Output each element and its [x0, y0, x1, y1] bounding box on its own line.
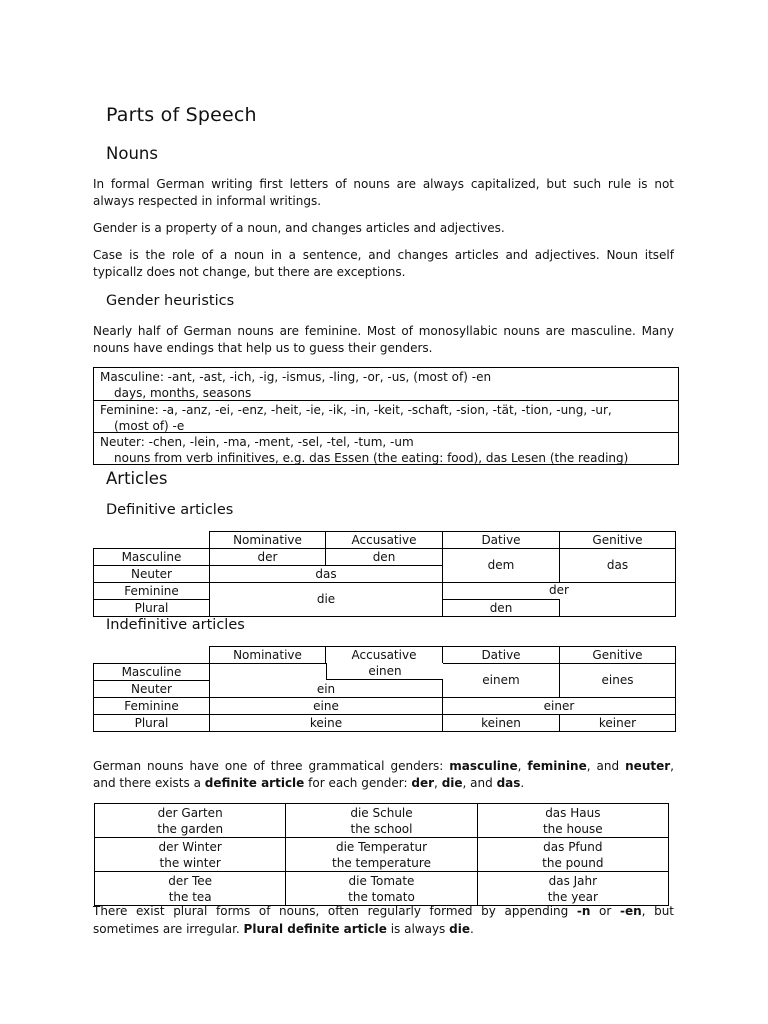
example-cell	[286, 838, 477, 872]
text-run: German nouns have one of three grammatical genders:	[93, 759, 450, 773]
page-title: Parts of Speech	[106, 104, 257, 126]
example-german: der Garten	[157, 806, 223, 820]
example-cell	[477, 872, 668, 906]
gender-row-line: Feminine: -a, -anz, -ei, -enz, -heit, -ie, -ik, -in, -keit, -schaft, -sion, -tät, -tion, -ung, -ur,	[100, 403, 612, 417]
nouns-heading: Nouns	[106, 144, 158, 163]
col-header: Accusative	[326, 532, 443, 549]
table-cell: keinen	[443, 715, 560, 732]
example-english: the year	[547, 890, 598, 904]
gender-heuristics-heading: Gender heuristics	[106, 293, 235, 309]
table-cell: eine	[210, 698, 443, 715]
articles-heading: Articles	[106, 469, 168, 488]
bold-run: -n	[576, 904, 591, 918]
col-header: Dative	[443, 532, 560, 549]
example-cell	[286, 804, 477, 838]
example-cell	[95, 804, 286, 838]
bold-run: die	[441, 775, 463, 790]
gender-heuristics-intro: Nearly half of German nouns are feminine. Most of monosyllabic nouns are masculine. Many nouns have endings that help us to guess their genders.	[93, 324, 674, 355]
table-corner-cell	[94, 647, 210, 664]
col-header: Nominative	[210, 532, 326, 549]
example-german: die Temperatur	[335, 840, 428, 854]
text-run: or	[590, 904, 620, 918]
table-cell: eines	[560, 664, 676, 698]
definitive-articles-heading: Definitive articles	[106, 502, 234, 518]
indef-masc-acc-cell	[326, 663, 443, 680]
example-german: das Jahr	[548, 874, 598, 888]
table-row	[94, 583, 676, 600]
text-run: ,	[434, 775, 442, 790]
gender-row-neuter	[94, 432, 678, 464]
gender-row-line: days, months, seasons	[114, 386, 252, 400]
bold-run: Plural definite article	[243, 921, 387, 936]
row-header: Neuter	[94, 566, 210, 583]
example-english: the winter	[159, 856, 221, 870]
gender-row-feminine	[94, 400, 678, 432]
bold-run: -en	[619, 904, 642, 918]
bold-run: neuter	[625, 759, 671, 773]
table-row	[94, 549, 676, 566]
table-cell: keine	[210, 715, 443, 732]
bold-run: definite article	[204, 775, 305, 790]
example-english: the tea	[168, 890, 212, 904]
example-german: das Haus	[545, 806, 601, 820]
table-cell: dem	[443, 549, 560, 583]
table-cell: den	[443, 600, 560, 617]
example-english: the temperature	[332, 856, 431, 870]
genders-paragraph	[93, 758, 674, 791]
gender-row-line: Neuter: -chen, -lein, -ma, -ment, -sel, -tel, -tum, -um	[100, 435, 414, 449]
example-german: die Tomate	[348, 874, 415, 888]
text-run: ,	[517, 759, 528, 773]
col-header: Genitive	[560, 647, 676, 664]
indefinitive-articles-heading: Indefinitive articles	[106, 617, 245, 633]
text-run: is always	[386, 921, 450, 936]
gender-row-line: nouns from verb infinitives, e.g. das Essen (the eating: food), das Lesen (the reading)	[114, 451, 629, 465]
row-header: Feminine	[94, 583, 210, 600]
table-cell: einer	[443, 698, 676, 715]
table-cell: das	[210, 566, 443, 583]
example-german: die Schule	[350, 806, 413, 820]
bold-run: masculine	[449, 759, 518, 773]
nouns-paragraph-3: Case is the role of a noun in a sentence, and changes articles and adjectives. Noun itself typicallz does not change, but there are exceptions.	[93, 248, 674, 279]
example-english: the school	[350, 822, 413, 836]
table-cell: keiner	[560, 715, 676, 732]
bold-run: der	[411, 775, 435, 790]
row-header: Feminine	[94, 698, 210, 715]
nouns-paragraph-2: Gender is a property of a noun, and changes articles and adjectives.	[93, 221, 505, 235]
example-german: das Pfund	[543, 840, 603, 854]
table-cell: der	[443, 583, 676, 600]
bold-run: das	[496, 775, 521, 790]
row-header: Plural	[94, 715, 210, 732]
table-cell: der	[210, 549, 326, 566]
col-header: Genitive	[560, 532, 676, 549]
example-english: the tomato	[348, 890, 415, 904]
col-header: Accusative	[326, 647, 443, 664]
table-corner-cell	[94, 532, 210, 549]
indefinitive-articles-table	[93, 646, 676, 732]
col-header: Nominative	[210, 647, 326, 664]
text-run: There exist plural forms of nouns, often regularly formed by appending	[93, 904, 577, 918]
table-cell: das	[560, 549, 676, 583]
table-row	[95, 838, 669, 872]
example-german: der Tee	[168, 874, 213, 888]
gender-row-line: (most of) -e	[114, 419, 185, 433]
example-english: the house	[542, 822, 603, 836]
example-cell	[477, 838, 668, 872]
nouns-paragraph-1: In formal German writing first letters of nouns are always capitalized, but such rule is not always respected in informal writings.	[93, 177, 674, 208]
definitive-articles-table	[93, 531, 676, 617]
example-german: der Winter	[158, 840, 222, 854]
table-header-row	[94, 532, 676, 549]
text-run: , and there exists a	[93, 759, 674, 790]
row-header: Neuter	[94, 681, 210, 698]
example-english: the garden	[157, 822, 224, 836]
table-header-row	[94, 647, 676, 664]
example-cell	[95, 838, 286, 872]
row-header: Masculine	[94, 549, 210, 566]
table-row	[95, 872, 669, 906]
row-header: Masculine	[94, 664, 210, 681]
table-cell: die	[210, 583, 443, 617]
bold-run: die	[449, 921, 470, 936]
table-row	[95, 804, 669, 838]
text-run: .	[469, 921, 474, 936]
example-cell	[95, 872, 286, 906]
text-run: for each gender:	[304, 775, 412, 790]
text-run: .	[520, 775, 525, 790]
gender-heuristics-box	[93, 367, 679, 465]
table-cell: einem	[443, 664, 560, 698]
gender-row-line: Masculine: -ant, -ast, -ich, -ig, -ismus, -ling, -or, -us, (most of) -en	[100, 370, 492, 384]
table-cell: ein	[210, 664, 443, 698]
plural-paragraph	[93, 903, 674, 938]
table-cell-empty	[560, 600, 676, 617]
gender-row-masculine	[94, 368, 678, 400]
text-run: , and	[586, 759, 626, 773]
example-cell	[286, 872, 477, 906]
text-run: , but sometimes are irregular.	[93, 904, 675, 936]
example-english: the pound	[542, 856, 604, 870]
table-row	[94, 698, 676, 715]
table-row	[94, 715, 676, 732]
text-run: , and	[462, 775, 497, 790]
col-header: Dative	[443, 647, 560, 664]
row-header: Plural	[94, 600, 210, 617]
gender-examples-table	[94, 803, 669, 906]
bold-run: feminine	[527, 759, 587, 773]
table-cell: den	[326, 549, 443, 566]
example-cell	[477, 804, 668, 838]
table-cell: einen	[368, 664, 402, 678]
